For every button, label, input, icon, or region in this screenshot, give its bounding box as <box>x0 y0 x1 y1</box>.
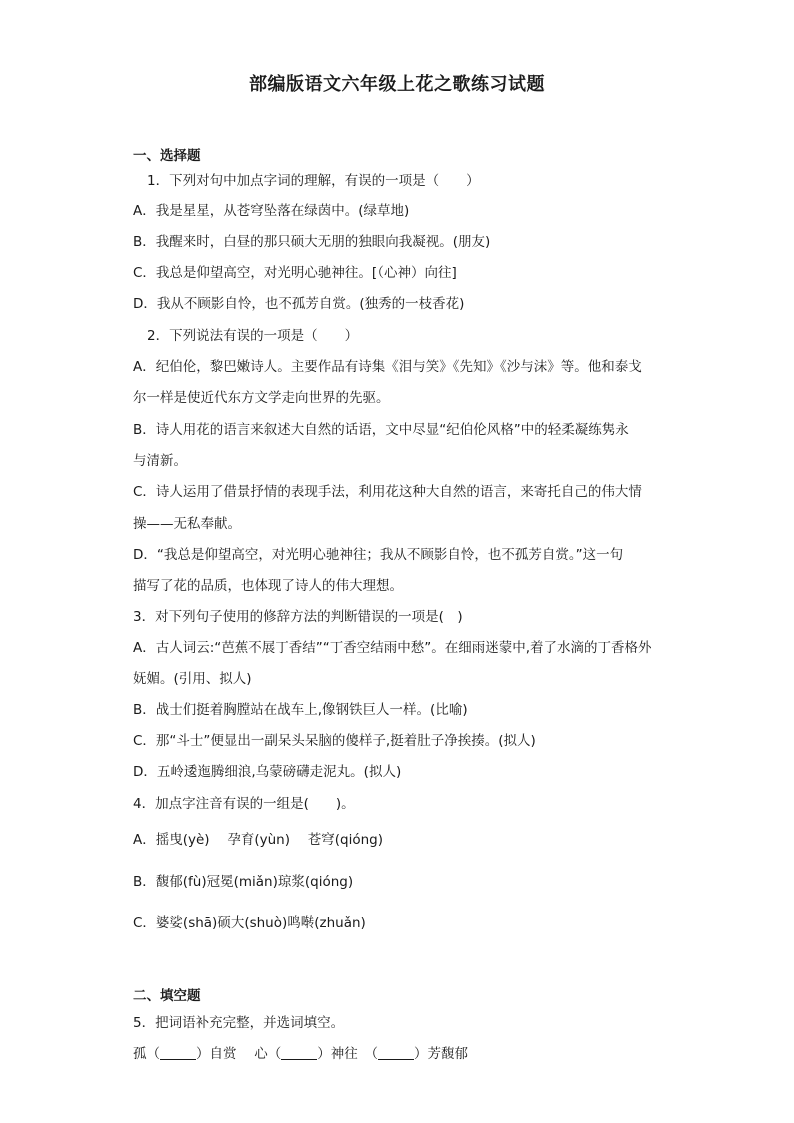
section-heading-fill-blank: 二、填空题 <box>133 988 201 1004</box>
question-2-option-c-cont: 操——无私奉献。 <box>133 516 241 532</box>
question-4-option-c: C．婆娑(shā)硕大(shuò)鸣啭(zhuǎn) <box>133 915 366 931</box>
question-3-option-a: A．古人词云:“芭蕉不展丁香结”“丁香空结雨中愁”。在细雨迷蒙中,着了水滴的丁香格外 <box>133 640 652 656</box>
question-2-option-a: A．纪伯伦，黎巴嫩诗人。主要作品有诗集《泪与笑》《先知》《沙与沫》等。他和泰戈 <box>133 359 642 375</box>
document-title: 部编版语文六年级上花之歌练习试题 <box>249 74 545 95</box>
question-1-stem: 1．下列对句中加点字词的理解，有误的一项是（ ） <box>147 173 480 189</box>
question-4-option-b: B．馥郁(fù)冠冕(miǎn)琼浆(qióng) <box>133 874 354 890</box>
question-2-option-b: B．诗人用花的语言来叙述大自然的话语，文中尽显“纪伯伦风格”中的轻柔凝练隽永 <box>133 422 629 438</box>
question-1-option-d: D．我从不顾影自怜，也不孤芳自赏。(独秀的一枝香花) <box>133 296 465 312</box>
question-3-option-c: C．那“斗士”便显出一副呆头呆脑的傻样子,挺着肚子净挨揍。(拟人) <box>133 733 536 749</box>
question-4-stem: 4．加点字注音有误的一组是( )。 <box>133 796 355 812</box>
question-1-option-a: A．我是星星，从苍穹坠落在绿茵中。(绿草地) <box>133 203 410 219</box>
question-3-stem: 3．对下列句子使用的修辞方法的判断错误的一项是( ) <box>133 609 463 625</box>
question-2-option-c: C．诗人运用了借景抒情的表现手法，利用花这种大自然的语言，来寄托自己的伟大情 <box>133 484 642 500</box>
blank-prefix-2: ）自赏 心（ <box>196 1046 282 1062</box>
question-3-option-a-cont: 妩媚。(引用、拟人) <box>133 671 252 687</box>
answer-blank-1[interactable] <box>160 1045 196 1060</box>
answer-blank-3[interactable] <box>378 1045 414 1060</box>
question-3-option-d: D．五岭逶迤腾细浪,乌蒙磅礴走泥丸。(拟人) <box>133 764 402 780</box>
blank-suffix: ）芳馥郁 <box>414 1046 469 1062</box>
question-2-option-b-cont: 与清新。 <box>133 453 187 469</box>
question-2-option-a-cont: 尔一样是使近代东方文学走向世界的先驱。 <box>133 390 390 406</box>
question-1-option-c: C．我总是仰望高空，对光明心驰神往。[（心神）向往] <box>133 265 457 281</box>
question-4-option-a: A．摇曳(yè) 孕育(yùn) 苍穹(qióng) <box>133 832 384 848</box>
question-3-option-b: B．战士们挺着胸膛站在战车上,像钢铁巨人一样。(比喻) <box>133 702 468 718</box>
question-2-option-d: D．“我总是仰望高空，对光明心驰神往；我从不顾影自怜，也不孤芳自赏。”这一句 <box>133 547 624 563</box>
question-1-option-b: B．我醒来时，白昼的那只硕大无朋的独眼向我凝视。(朋友) <box>133 234 491 250</box>
section-heading-choice: 一、选择题 <box>133 148 201 164</box>
question-2-stem: 2．下列说法有误的一项是（ ） <box>147 328 359 344</box>
blank-prefix-1: 孤（ <box>133 1046 160 1062</box>
question-5-stem: 5．把词语补充完整，并选词填空。 <box>133 1015 345 1031</box>
question-2-option-d-cont: 描写了花的品质，也体现了诗人的伟大理想。 <box>133 578 403 594</box>
answer-blank-2[interactable] <box>281 1045 317 1060</box>
blank-prefix-3: ）神往 （ <box>317 1046 379 1062</box>
question-5-blanks <box>133 1044 468 1064</box>
